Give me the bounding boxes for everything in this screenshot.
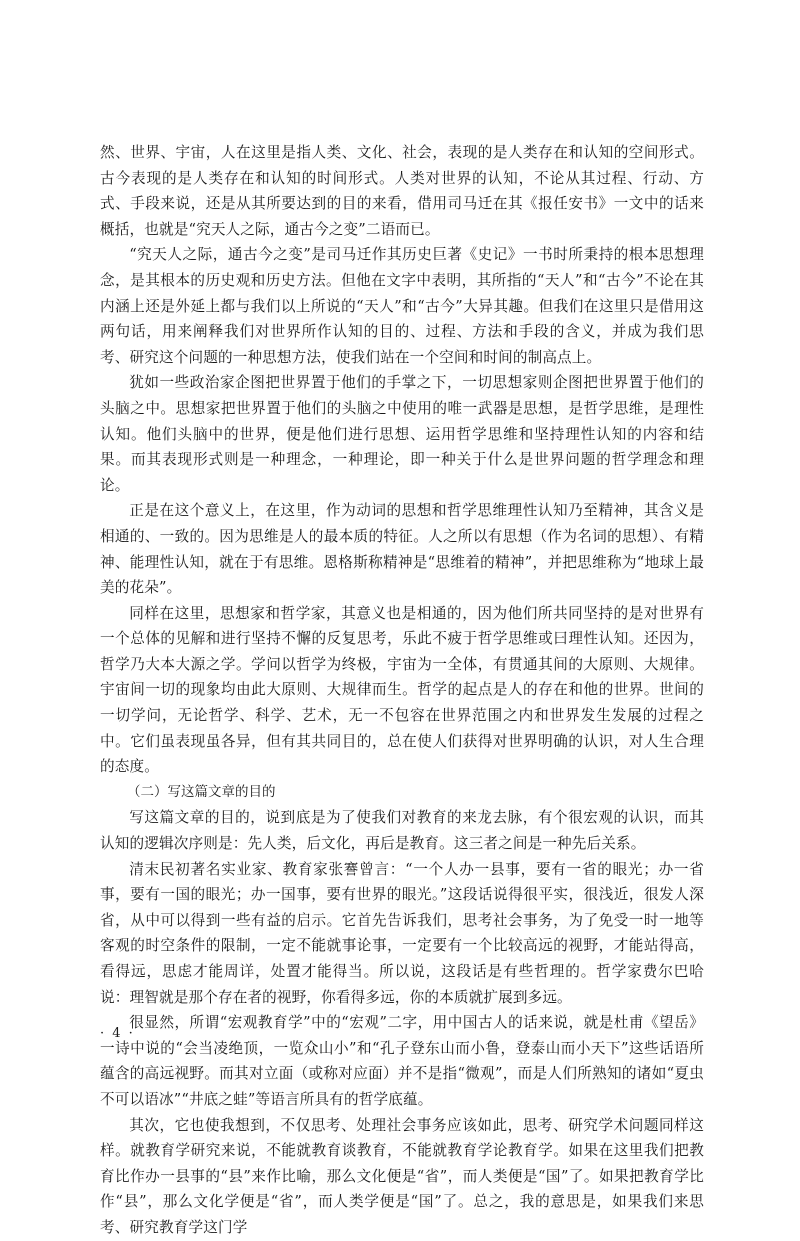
paragraph: 写这篇文章的目的，说到底是为了使我们对教育的来龙去脉，有个很宏观的认识，而其认知的逻辑次序则是：先人类，后文化，再后是教育。这三者之间是一种先后关系。 [100, 809, 704, 853]
paragraph-continued: 然、世界、宇宙，人在这里是指人类、文化、社会，表现的是人类存在和认知的空间形式。古今表现的是人类存在和认知的时间形式。人类对世界的认知，不论从其过程、行动、方式、手段来说，还是从其所要达到的目的来看，借用司马迁在其《报任安书》一文中的话来概括，也就是“究天人之际，通古今之变”二语而已。 [100, 144, 704, 238]
body-text [100, 140, 704, 1241]
paragraph: “究天人之际，通古今之变”是司马迁作其历史巨著《史记》一书时所秉持的根本思想理念，是其根本的历史观和历史方法。但他在文字中表明，其所指的“天人”和“古今”不论在其内涵上还是外延上都与我们以上所说的“天人”和“古今”大异其趣。但我们在这里只是借用这两句话，用来阐释我们对世界所作认知的目的、过程、方法和手段的含义，并成为我们思考、研究这个问题的一种思想方法，使我们站在一个空间和时间的制高点上。 [100, 246, 704, 366]
paragraph: 其次，它也使我想到，不仅思考、处理社会事务应该如此，思考、研究学术问题同样这样。就教育学研究来说，不能就教育谈教育，不能就教育学论教育学。如果在这里我们把教育比作办一县事的“县”来作比喻，那么文化便是“省”，而人类便是“国”了。如果把教育学比作“县”，那么文化学便是“省”，而人类学便是“国”了。总之，我的意思是，如果我们来思考、研究教育学这门学 [100, 1116, 704, 1236]
page-number: · 4 · [100, 1026, 135, 1041]
paragraph: 清末民初著名实业家、教育家张謇曾言：“一个人办一县事，要有一省的眼光；办一省事，要有一国的眼光；办一国事，要有世界的眼光。”这段话说得很平实，很浅近，很发人深省，从中可以得到一些有益的启示。它首先告诉我们，思考社会事务，为了免受一时一地等客观的时空条件的限制，一定不能就事论事，一定要有一个比较高远的视野，才能站得高，看得远，思虑才能周详，处置才能得当。所以说，这段话是有些哲理的。哲学家费尔巴哈说：理智就是那个存在者的视野，你看得多远，你的本质就扩展到多远。 [100, 860, 704, 1006]
paragraph: 同样在这里，思想家和哲学家，其意义也是相通的，因为他们所共同坚持的是对世界有一个总体的见解和进行坚持不懈的反复思考，乐此不疲于哲学思维或曰理性认知。还因为，哲学乃大本大源之学。学问以哲学为终极，宇宙为一全体，有贯通其间的大原则、大规律。宇宙间一切的现象均由此大原则、大规律而生。哲学的起点是人的存在和他的世界。世间的一切学问，无论哲学、科学、艺术，无一不包容在世界范围之内和世界发生发展的过程之中。它们虽表现虽各异，但有其共同目的，总在使人们获得对世界明确的认识，对人生合理的态度。 [100, 604, 704, 776]
paragraph: 犹如一些政治家企图把世界置于他们的手掌之下，一切思想家则企图把世界置于他们的头脑之中。思想家把世界置于他们的头脑之中使用的唯一武器是思想，是哲学思维，是理性认知。他们头脑中的世界，便是他们进行思想、运用哲学思维和坚持理性认知的内容和结果。而其表现形式则是一种理念，一种理论，即一种关于什么是世界问题的哲学理念和理论。 [100, 374, 704, 494]
paragraph: 很显然，所谓“宏观教育学”中的“宏观”二字，用中国古人的话来说，就是杜甫《望岳》一诗中说的“会当凌绝顶，一览众山小”和“孔子登东山而小鲁，登泰山而小天下”这些话语所蕴含的高远视野。而其对立面（或称对应面）并不是指“微观”，而是人们所熟知的诸如“夏虫不可以语冰”“井底之蛙”等语言所具有的哲学底蕴。 [100, 1014, 704, 1108]
section-subheading: （二）写这篇文章的目的 [127, 783, 276, 800]
paragraph: 正是在这个意义上，在这里，作为动词的思想和哲学思维理性认知乃至精神，其含义是相通的、一致的。因为思维是人的最本质的特征。人之所以有思想（作为名词的思想）、有精神、能理性认知，就在于有思维。恩格斯称精神是“思维着的精神”，并把思维称为“地球上最美的花朵”。 [100, 502, 704, 597]
